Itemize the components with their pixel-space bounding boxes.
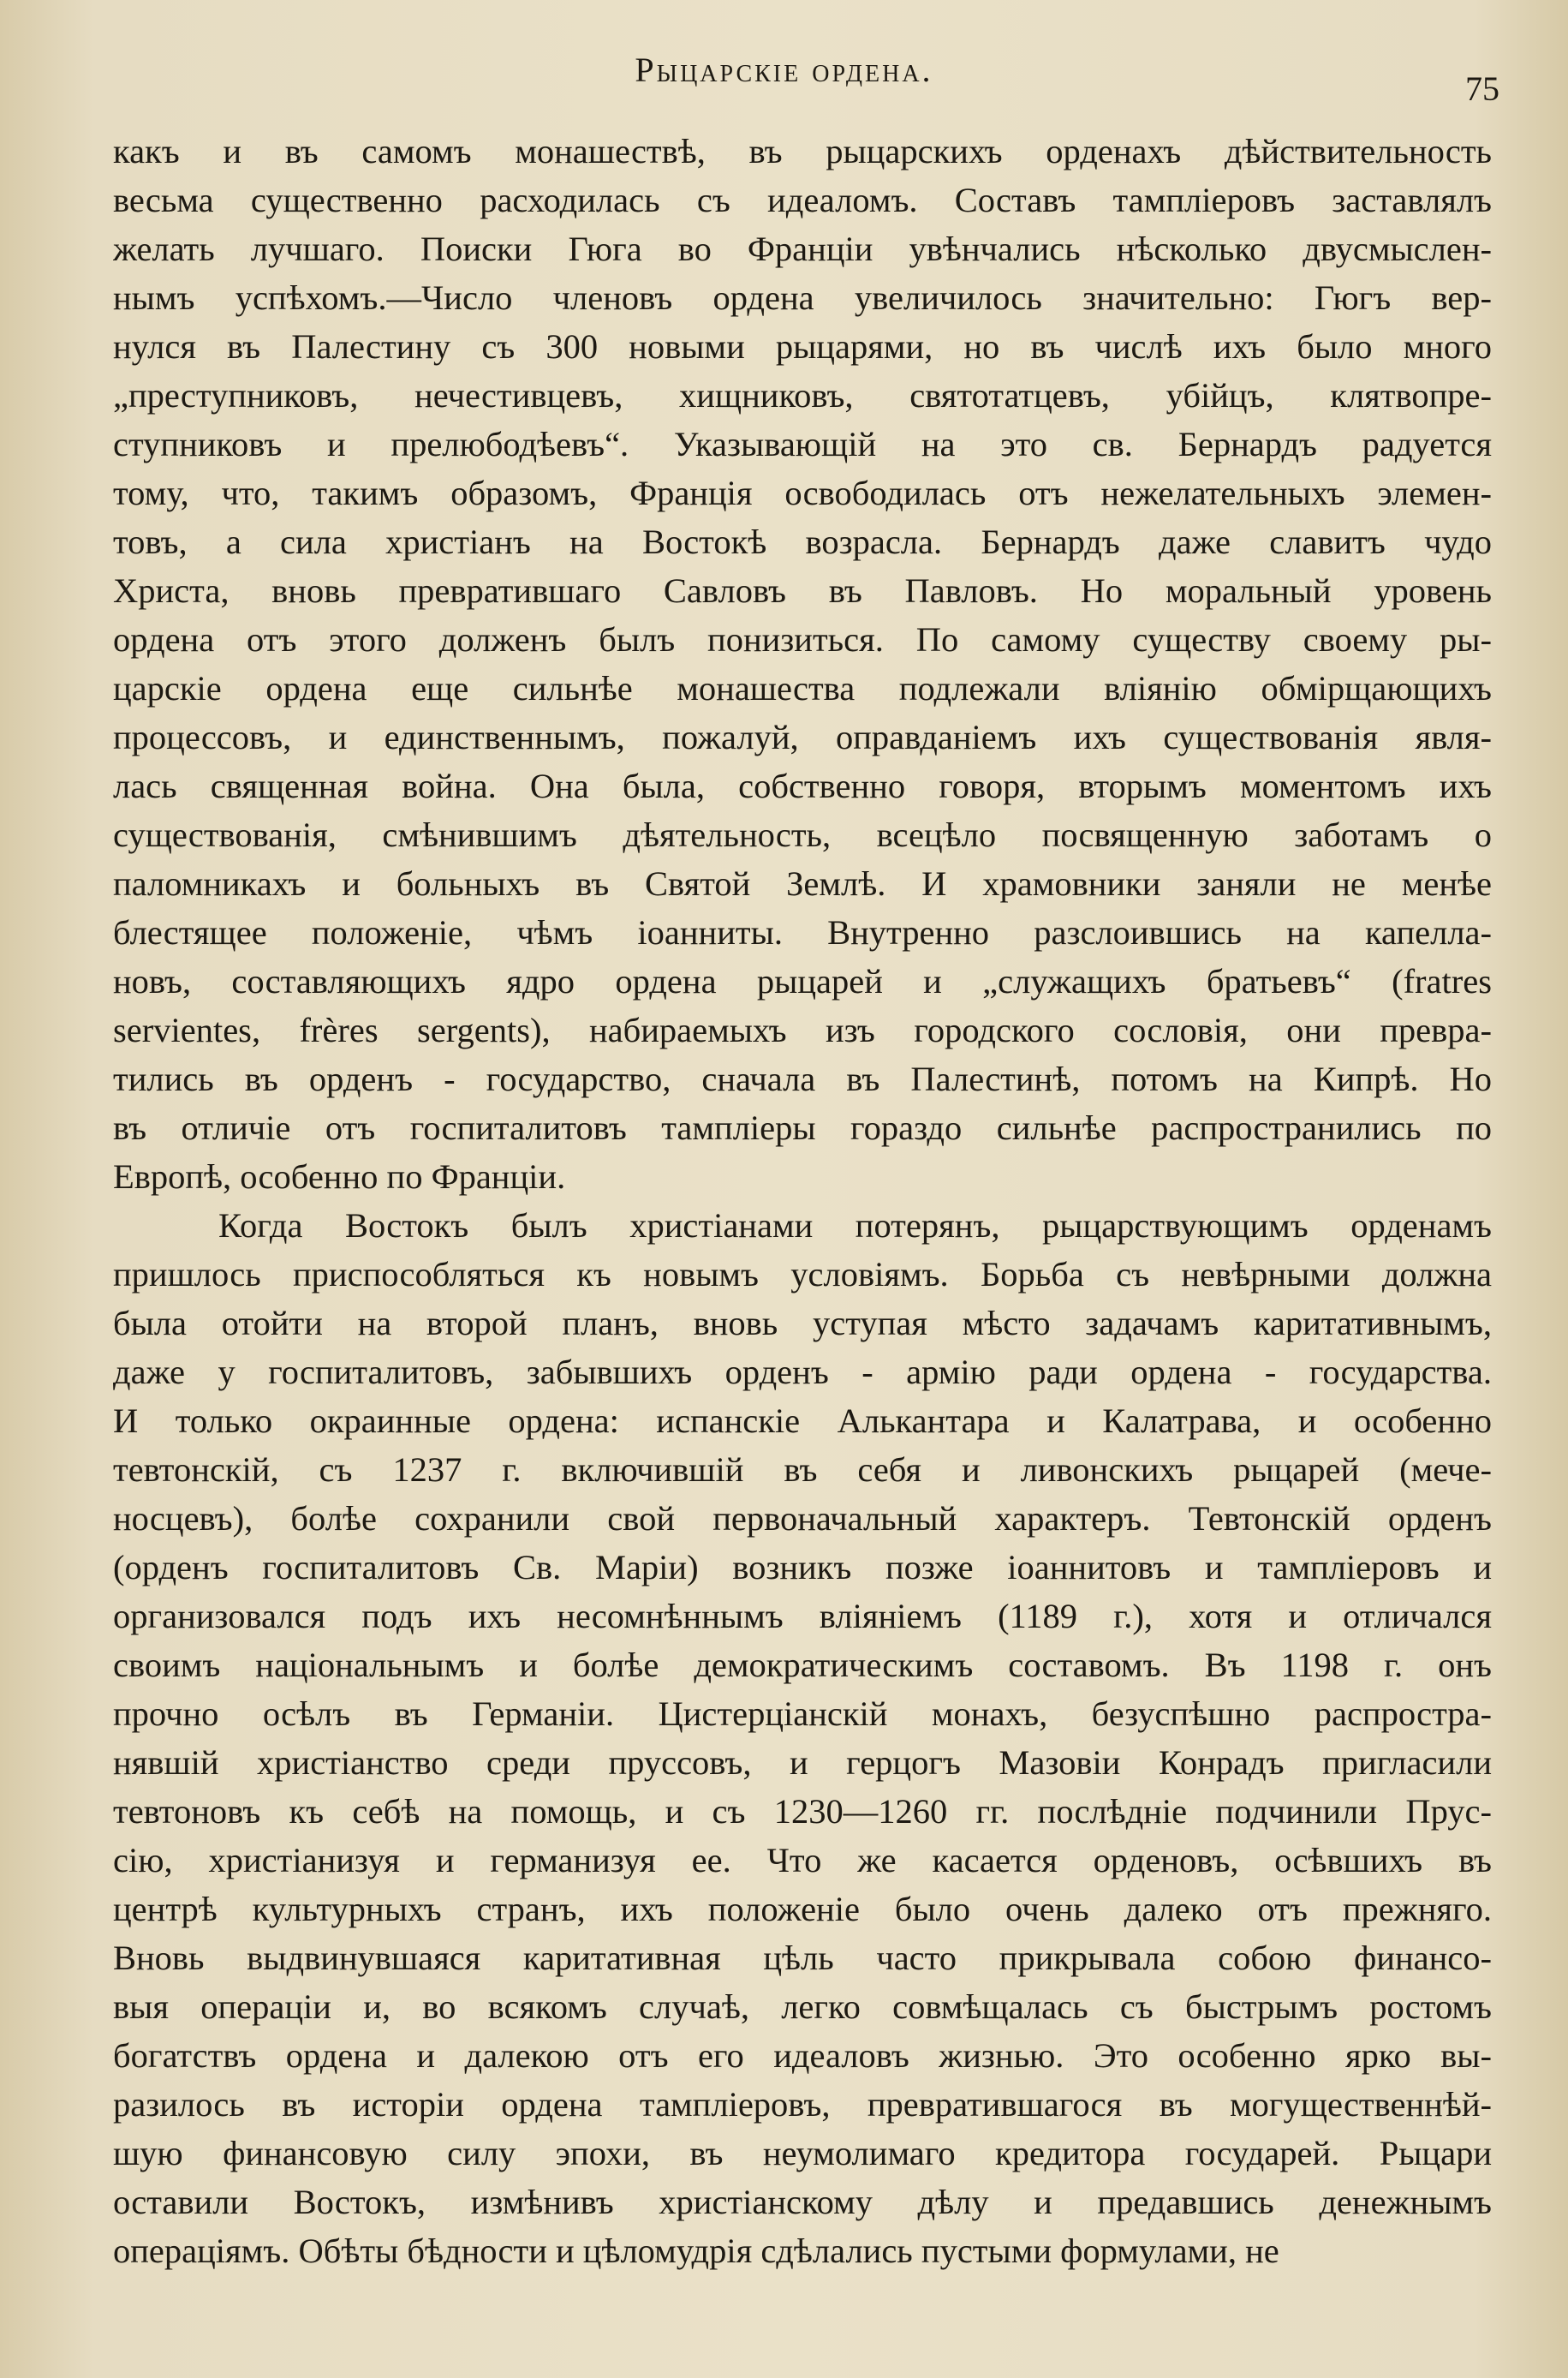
text-line: даже у госпиталитовъ, забывшихъ орденъ - армію ради ордена - государства. xyxy=(113,1353,1492,1391)
text-line: въ отличіе отъ госпиталитовъ тампліеры гораздо сильнѣе распространились по xyxy=(113,1108,1492,1147)
text-line: нымъ успѣхомъ.—Число членовъ ордена увеличилось значительно: Гюгъ вер- xyxy=(113,278,1492,317)
text-line: ступниковъ и прелюбодѣевъ“. Указывающій на это св. Бернардъ радуется xyxy=(113,425,1492,463)
text-line: богатствъ ордена и далекою отъ его идеаловъ жизнью. Это особенно ярко вы- xyxy=(113,2036,1492,2075)
text-line: Вновь выдвинувшаяся каритативная цѣль часто прикрывала собою финансо- xyxy=(113,1939,1492,1977)
text-line: своимъ національнымъ и болѣе демократическимъ составомъ. Въ 1198 г. онъ xyxy=(113,1646,1492,1684)
text-line: выя операціи и, во всякомъ случаѣ, легко совмѣщалась съ быстрымъ ростомъ xyxy=(113,1987,1492,2026)
text-line: нявшій христіанство среди пруссовъ, и герцогъ Мазовіи Конрадъ пригласили xyxy=(113,1743,1492,1782)
text-line: оставили Востокъ, измѣнивъ христіанскому дѣлу и предавшись денежнымъ xyxy=(113,2183,1492,2221)
text-line: разилось въ исторіи ордена тампліеровъ, превратившагося въ могущественнѣй- xyxy=(113,2085,1492,2124)
running-title: Рыцарскіе ордена. xyxy=(635,51,933,89)
text-line: организовался подъ ихъ несомнѣннымъ вліяніемъ (1189 г.), хотя и отличался xyxy=(113,1597,1492,1635)
text-line: царскіе ордена еще сильнѣе монашества подлежали вліянію обмірщающихъ xyxy=(113,669,1492,708)
text-line: шую финансовую силу эпохи, въ неумолимаго кредитора государей. Рыцари xyxy=(113,2134,1492,2172)
text-line: И только окраинные ордена: испанскіе Алькантара и Калатрава, и особенно xyxy=(113,1401,1492,1440)
text-line: (орденъ госпиталитовъ Св. Маріи) возникъ позже іоаннитовъ и тампліеровъ и xyxy=(113,1548,1492,1586)
text-line: операціямъ. Обѣты бѣдности и цѣломудрія сдѣлались пустыми формулами, не xyxy=(113,2232,1279,2270)
text-line: ордена отъ этого долженъ былъ понизиться. По самому существу своему ры- xyxy=(113,620,1492,659)
body-text xyxy=(113,127,1492,2275)
text-line: блестящее положеніе, чѣмъ іоанниты. Внутренно разслоившись на капелла- xyxy=(113,913,1492,952)
text-line: пришлось приспособляться къ новымъ условіямъ. Борьба съ невѣрными должна xyxy=(113,1255,1492,1294)
text-line: нулся въ Палестину съ 300 новыми рыцарями, но въ числѣ ихъ было много xyxy=(113,327,1492,366)
text-line: Христа, вновь превратившаго Савловъ въ Павловъ. Но моральный уровень xyxy=(113,571,1492,610)
text-line: сію, христіанизуя и германизуя ее. Что же касается орденовъ, осѣвшихъ въ xyxy=(113,1841,1492,1879)
text-line: существованія, смѣнившимъ дѣятельность, всецѣло посвященную заботамъ о xyxy=(113,816,1492,854)
text-line: новъ, составляющихъ ядро ордена рыцарей и „служащихъ братьевъ“ (fratres xyxy=(113,962,1492,1001)
paragraph xyxy=(113,127,1492,1201)
page-number: 75 xyxy=(1465,69,1499,108)
paragraph xyxy=(113,1201,1492,2275)
text-line: servientes, frères sergents), набираемыхъ изъ городского сословія, они превра- xyxy=(113,1011,1492,1049)
text-line: Европѣ, особенно по Франціи. xyxy=(113,1157,566,1196)
text-line: тевтонскій, съ 1237 г. включившій въ себя и ливонскихъ рыцарей (мече- xyxy=(113,1450,1492,1489)
text-line: „преступниковъ, нечестивцевъ, хищниковъ, святотатцевъ, убійцъ, клятвопре- xyxy=(113,376,1492,415)
text-line: носцевъ), болѣе сохранили свой первоначальный характеръ. Тевтонскій орденъ xyxy=(113,1499,1492,1538)
text-line: Когда Востокъ былъ христіанами потерянъ, рыцарствующимъ орденамъ xyxy=(218,1206,1492,1245)
text-line: была отойти на второй планъ, вновь уступая мѣсто задачамъ каритативнымъ, xyxy=(113,1304,1492,1342)
text-line: центрѣ культурныхъ странъ, ихъ положеніе было очень далеко отъ прежняго. xyxy=(113,1890,1492,1928)
text-line: тому, что, такимъ образомъ, Франція освободилась отъ нежелательныхъ элемен- xyxy=(113,474,1492,512)
text-line: тевтоновъ къ себѣ на помощь, и съ 1230—1260 гг. послѣдніе подчинили Прус- xyxy=(113,1792,1492,1831)
text-line: лась священная война. Она была, собственно говоря, вторымъ моментомъ ихъ xyxy=(113,767,1492,805)
text-line: тились въ орденъ - государство, сначала въ Палестинѣ, потомъ на Кипрѣ. Но xyxy=(113,1060,1492,1098)
text-line: прочно осѣлъ въ Германіи. Цистерціанскій монахъ, безуспѣшно распростра- xyxy=(113,1694,1492,1733)
text-line: процессовъ, и единственнымъ, пожалуй, оправданіемъ ихъ существованія явля- xyxy=(113,718,1492,756)
text-line: паломникахъ и больныхъ въ Святой Землѣ. И храмовники заняли не менѣе xyxy=(113,864,1492,903)
text-line: товъ, а сила христіанъ на Востокѣ возрасла. Бернардъ даже славитъ чудо xyxy=(113,523,1492,561)
text-line: весьма существенно расходилась съ идеаломъ. Составъ тампліеровъ заставлялъ xyxy=(113,181,1492,219)
text-line: какъ и въ самомъ монашествѣ, въ рыцарскихъ орденахъ дѣйствительность xyxy=(113,132,1492,170)
text-line: желать лучшаго. Поиски Гюга во Франціи увѣнчались нѣсколько двусмыслен- xyxy=(113,230,1492,268)
